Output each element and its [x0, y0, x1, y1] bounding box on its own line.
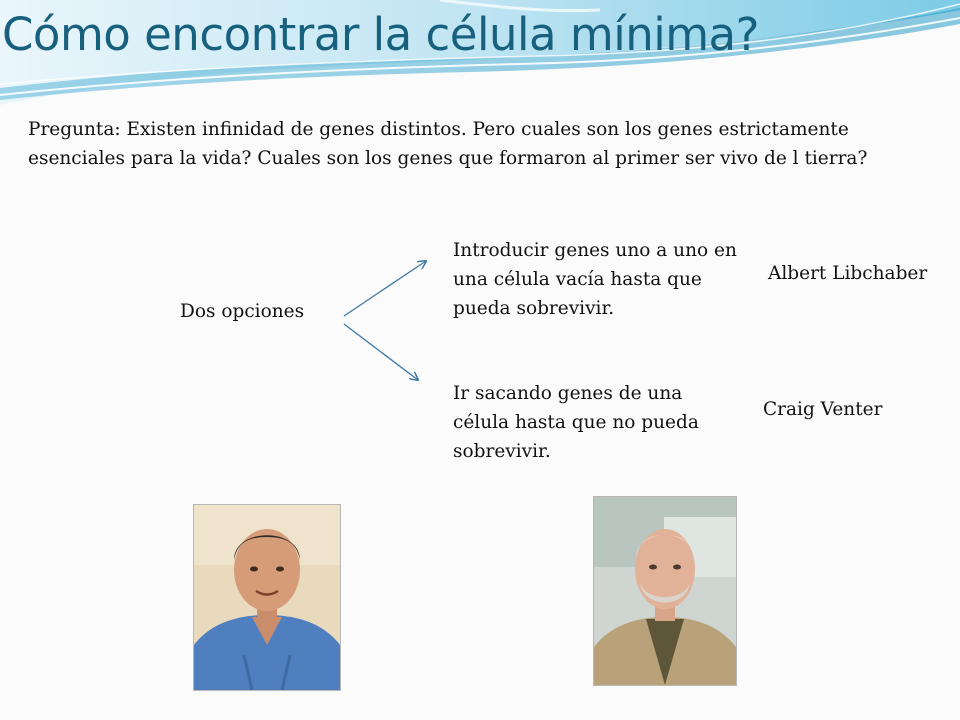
- options-label: Dos opciones: [180, 301, 305, 322]
- arrow-up: [344, 261, 426, 316]
- option-insert-genes: Introducir genes uno a uno en una célula vacía hasta que pueda sobrevivir.: [453, 240, 737, 319]
- slide-title: Cómo encontrar la célula mínima?: [2, 8, 760, 61]
- branch-arrows: [330, 250, 440, 390]
- question-text: Pregunta: Existen infinidad de genes distintos. Pero cuales son los genes estrictamente esenciales para la vida? Cuales son los genes que formaron al primer ser vivo de l tierra?: [28, 119, 868, 169]
- photo-venter: [593, 496, 737, 686]
- person-name-venter: Craig Venter: [763, 399, 883, 420]
- photo-libchaber: [193, 504, 341, 691]
- option-remove-genes: Ir sacando genes de una célula hasta que no pueda sobrevivir.: [453, 383, 699, 462]
- person-name-libchaber: Albert Libchaber: [768, 263, 928, 284]
- arrow-down: [344, 324, 418, 380]
